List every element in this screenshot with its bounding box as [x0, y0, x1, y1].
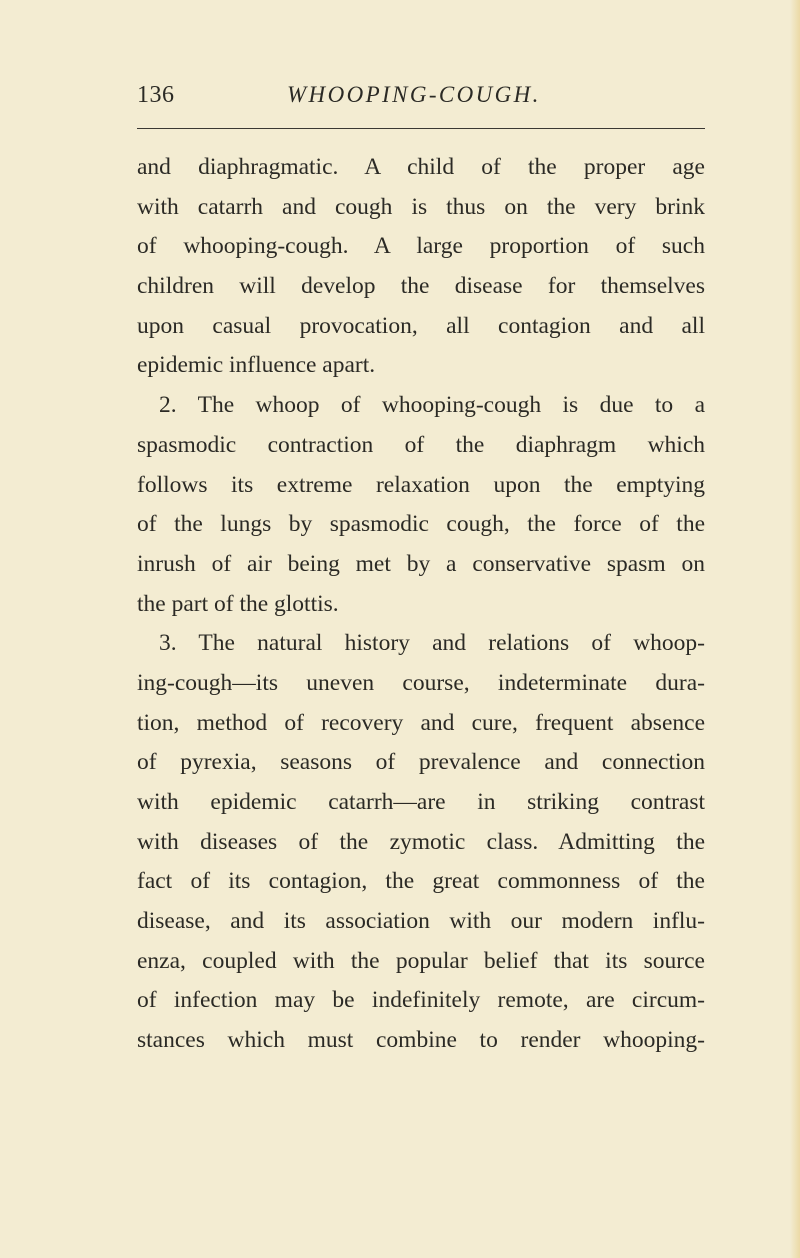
text-line: disease, and its association with our modern influ- — [137, 908, 705, 935]
text-line: epidemic influence apart. — [137, 352, 376, 379]
text-line: children will develop the disease for themselves — [137, 273, 705, 300]
text-line: with catarrh and cough is thus on the very brink — [137, 193, 705, 220]
running-title: WHOOPING-COUGH. — [287, 82, 541, 107]
text-line: of whooping-cough. A large proportion of such — [137, 233, 705, 260]
body-text — [137, 148, 705, 1061]
text-line: of the lungs by spasmodic cough, the force of the — [137, 511, 705, 538]
text-line: with diseases of the zymotic class. Admitting the — [137, 828, 705, 855]
text-line: and diaphragmatic. A child of the proper age — [137, 154, 705, 180]
text-line: 2. The whoop of whooping-cough is due to a — [159, 392, 705, 419]
text-line: with epidemic catarrh—are in striking contrast — [137, 789, 705, 815]
text-line: 3. The natural history and relations of whoop- — [159, 630, 705, 657]
text-line: fact of its contagion, the great commonness of the — [137, 868, 705, 895]
text-line: stances which must combine to render whooping- — [137, 1027, 705, 1054]
text-line: enza, coupled with the popular belief that its source — [137, 947, 705, 974]
text-line: of pyrexia, seasons of prevalence and connection — [137, 749, 705, 776]
text-line: spasmodic contraction of the diaphragm which — [137, 431, 705, 458]
text-line: follows its extreme relaxation upon the emptying — [137, 471, 705, 498]
text-line: ing-cough—its uneven course, indeterminate dura- — [137, 669, 705, 696]
page-edge — [790, 0, 800, 1258]
page-number: 136 — [137, 82, 175, 108]
text-line: inrush of air being met by a conservative spasm on — [137, 550, 705, 577]
header-rule — [137, 128, 705, 129]
page-header — [137, 82, 705, 116]
text-line: tion, method of recovery and cure, frequent absence — [137, 709, 705, 736]
text-line: upon casual provocation, all contagion and all — [137, 312, 705, 339]
text-line: of infection may be indefinitely remote, are circum- — [137, 987, 705, 1014]
text-line: the part of the glottis. — [137, 590, 339, 617]
